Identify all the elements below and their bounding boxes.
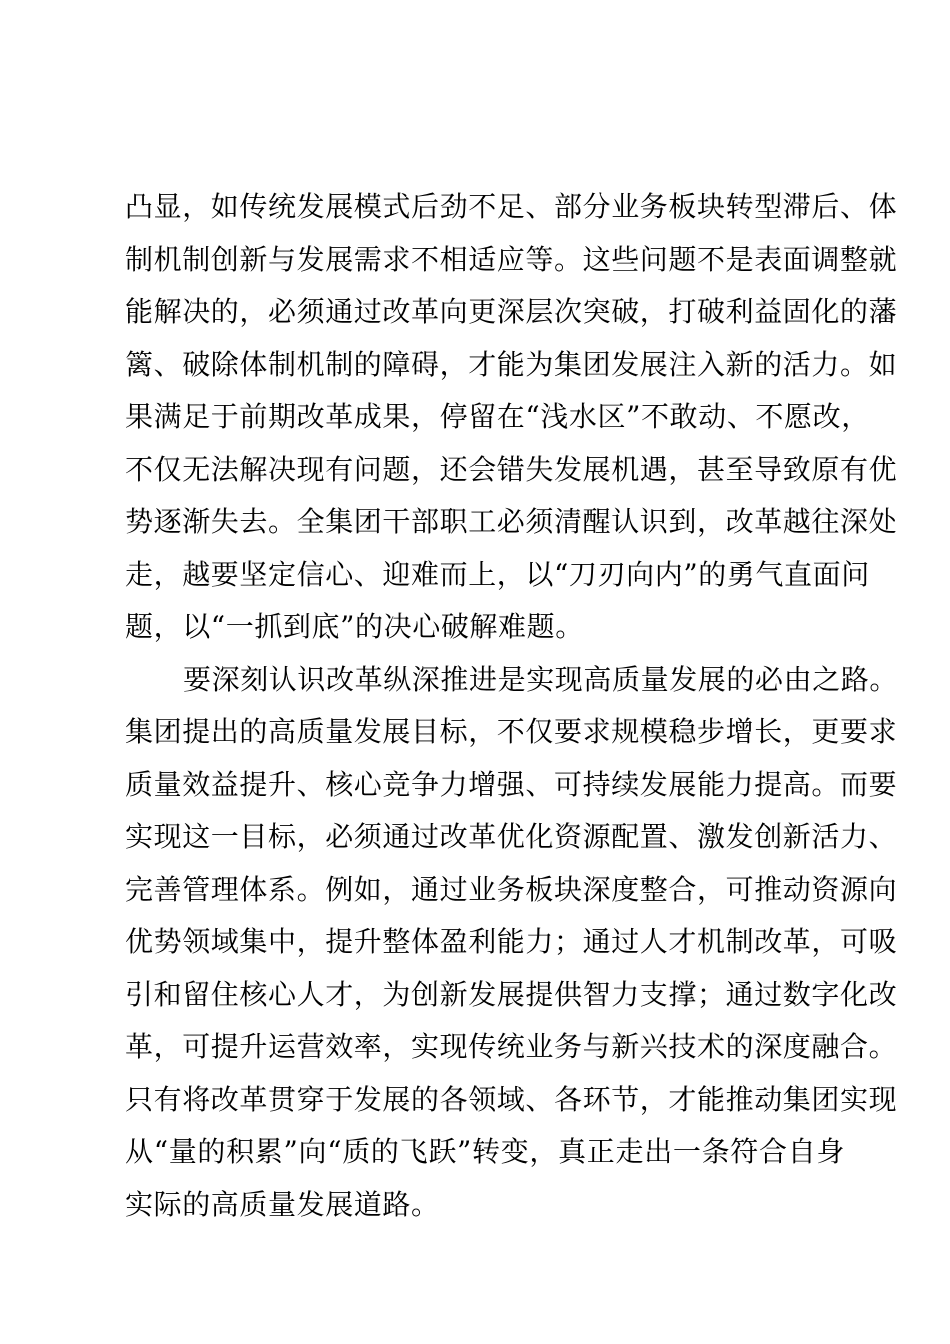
text-line: 实际的高质量发展道路。 bbox=[125, 1187, 440, 1221]
text-line: 不仅无法解决现有问题，还会错失发展机遇，甚至导致原有优 bbox=[125, 452, 898, 486]
text-line: 完善管理体系。例如，通过业务板块深度整合，可推动资源向 bbox=[125, 872, 898, 906]
text-line: 题，以“一抓到底”的决心破解难题。 bbox=[125, 610, 584, 643]
text-line: 要深刻认识改革纵深推进是实现高质量发展的必由之路。 bbox=[183, 662, 899, 696]
text-line: 势逐渐失去。全集团干部职工必须清醒认识到，改革越往深处 bbox=[125, 505, 898, 538]
text-line: 革，可提升运营效率，实现传统业务与新兴技术的深度融合。 bbox=[125, 1030, 898, 1063]
text-line: 果满足于前期改革成果，停留在“浅水区”不敢动、不愿改， bbox=[125, 400, 870, 433]
text-line: 引和留住核心人才，为创新发展提供智力支撑；通过数字化改 bbox=[125, 977, 898, 1011]
document-body bbox=[125, 181, 899, 1231]
text-line: 凸显，如传统发展模式后劲不足、部分业务板块转型滞后、体 bbox=[125, 190, 898, 223]
text-line: 从“量的积累”向“质的飞跃”转变，真正走出一条符合自身 bbox=[125, 1135, 845, 1168]
text-line: 集团提出的高质量发展目标，不仅要求规模稳步增长，更要求 bbox=[125, 715, 898, 748]
text-line: 走，越要坚定信心、迎难而上，以“刀刃向内”的勇气直面问 bbox=[125, 557, 870, 591]
text-line: 优势领域集中，提升整体盈利能力；通过人才机制改革，可吸 bbox=[125, 925, 898, 958]
text-line: 篱、破除体制机制的障碍，才能为集团发展注入新的活力。如 bbox=[125, 347, 898, 381]
text-line: 只有将改革贯穿于发展的各领域、各环节，才能推动集团实现 bbox=[125, 1082, 898, 1116]
text-line: 质量效益提升、核心竞争力增强、可持续发展能力提高。而要 bbox=[125, 767, 898, 801]
text-line: 制机制创新与发展需求不相适应等。这些问题不是表面调整就 bbox=[125, 242, 898, 276]
text-line: 能解决的，必须通过改革向更深层次突破，打破利益固化的藩 bbox=[125, 295, 898, 328]
text-line: 实现这一目标，必须通过改革优化资源配置、激发创新活力、 bbox=[125, 820, 898, 853]
